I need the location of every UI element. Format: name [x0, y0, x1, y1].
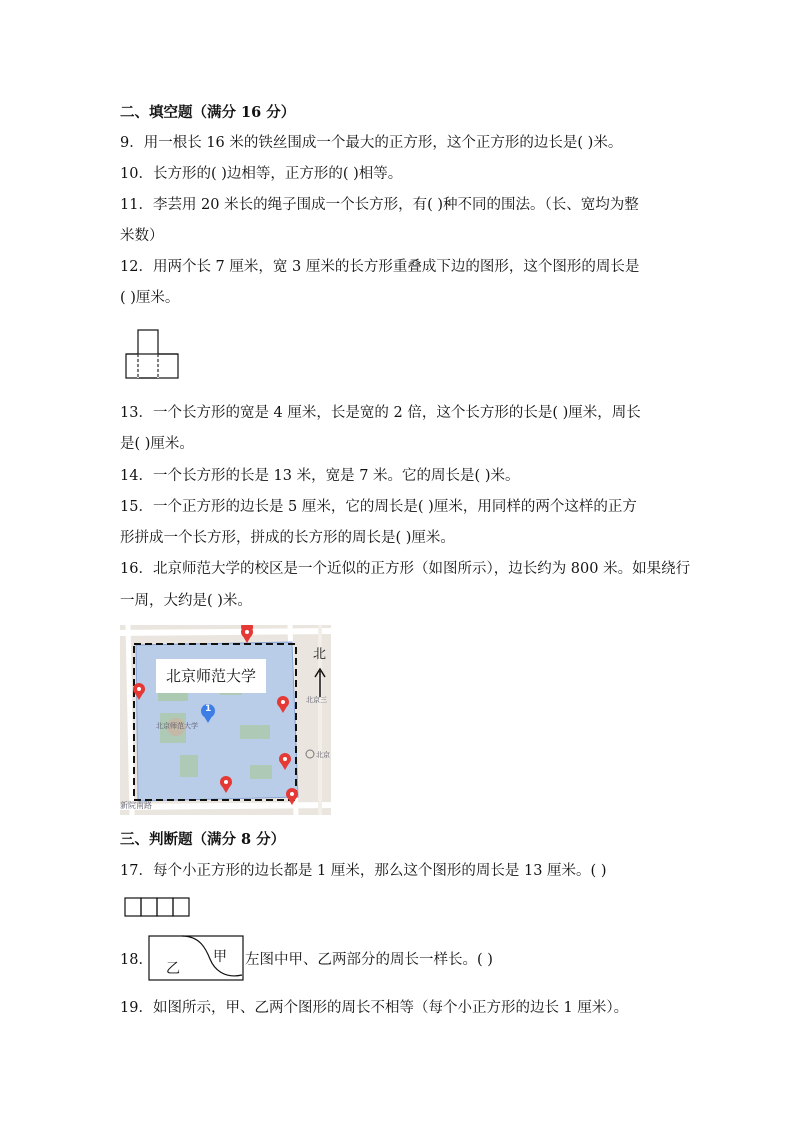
- question-13-line1: 13．一个长方形的宽是 4 厘米，长是宽的 2 倍，这个长方形的长是( )厘米，周长: [120, 405, 641, 421]
- question-18-number: 18．: [120, 952, 153, 968]
- question-11-line2: 米数）: [120, 228, 164, 244]
- question-11-line1: 11．李芸用 20 米长的绳子围成一个长方形，有( )种不同的围法。（长、宽均为整: [120, 197, 639, 213]
- question-9: 9．用一根长 16 米的铁丝围成一个最大的正方形，这个正方形的边长是( )米。: [120, 135, 623, 151]
- map-small-label-right: 北京: [316, 751, 330, 759]
- question-18-text: 左图中甲、乙两部分的周长一样长。( ): [245, 952, 493, 968]
- question-12-line2: ( )厘米。: [120, 290, 180, 306]
- region-yi-label: 乙: [166, 961, 180, 977]
- map-small-label-road: 北京三: [306, 696, 327, 704]
- four-squares-figure: [124, 897, 192, 917]
- campus-map: [120, 625, 331, 815]
- campus-label: 北京师范大学: [165, 667, 256, 685]
- split-rectangle-figure: [148, 935, 244, 981]
- question-17: 17．每个小正方形的边长都是 1 厘米，那么这个图形的周长是 13 厘米。( ): [120, 863, 607, 879]
- marker-number: 1: [205, 704, 212, 714]
- north-label: 北: [313, 647, 327, 662]
- section-2-title: 二、填空题（满分 16 分）: [120, 104, 296, 121]
- question-15-line2: 形拼成一个长方形，拼成的长方形的周长是( )厘米。: [120, 530, 455, 546]
- campus-map-drawing: [120, 625, 331, 815]
- region-jia-label: 甲: [213, 949, 227, 965]
- question-10: 10．长方形的( )边相等，正方形的( )相等。: [120, 166, 403, 182]
- question-14: 14．一个长方形的长是 13 米，宽是 7 米。它的周长是( )米。: [120, 468, 520, 484]
- question-13-line2: 是( )厘米。: [120, 436, 194, 452]
- question-19: 19．如图所示，甲、乙两个图形的周长不相等（每个小正方形的边长 1 厘米）。: [120, 1000, 629, 1016]
- question-15-line1: 15．一个正方形的边长是 5 厘米，它的周长是( )厘米，用同样的两个这样的正方: [120, 499, 637, 515]
- question-16-line1: 16．北京师范大学的校区是一个近似的正方形（如图所示），边长约为 800 米。如果绕行: [120, 561, 691, 577]
- question-12-line1: 12．用两个长 7 厘米，宽 3 厘米的长方形重叠成下边的图形，这个图形的周长是: [120, 259, 640, 275]
- question-16-line2: 一周，大约是( )米。: [120, 593, 252, 609]
- overlap-rectangles-figure: [124, 328, 180, 382]
- section-3-title: 三、判断题（满分 8 分）: [120, 831, 286, 848]
- map-small-label-bottom: 新院南路: [120, 801, 152, 810]
- map-small-label-campus: 北京师范大学: [156, 722, 198, 730]
